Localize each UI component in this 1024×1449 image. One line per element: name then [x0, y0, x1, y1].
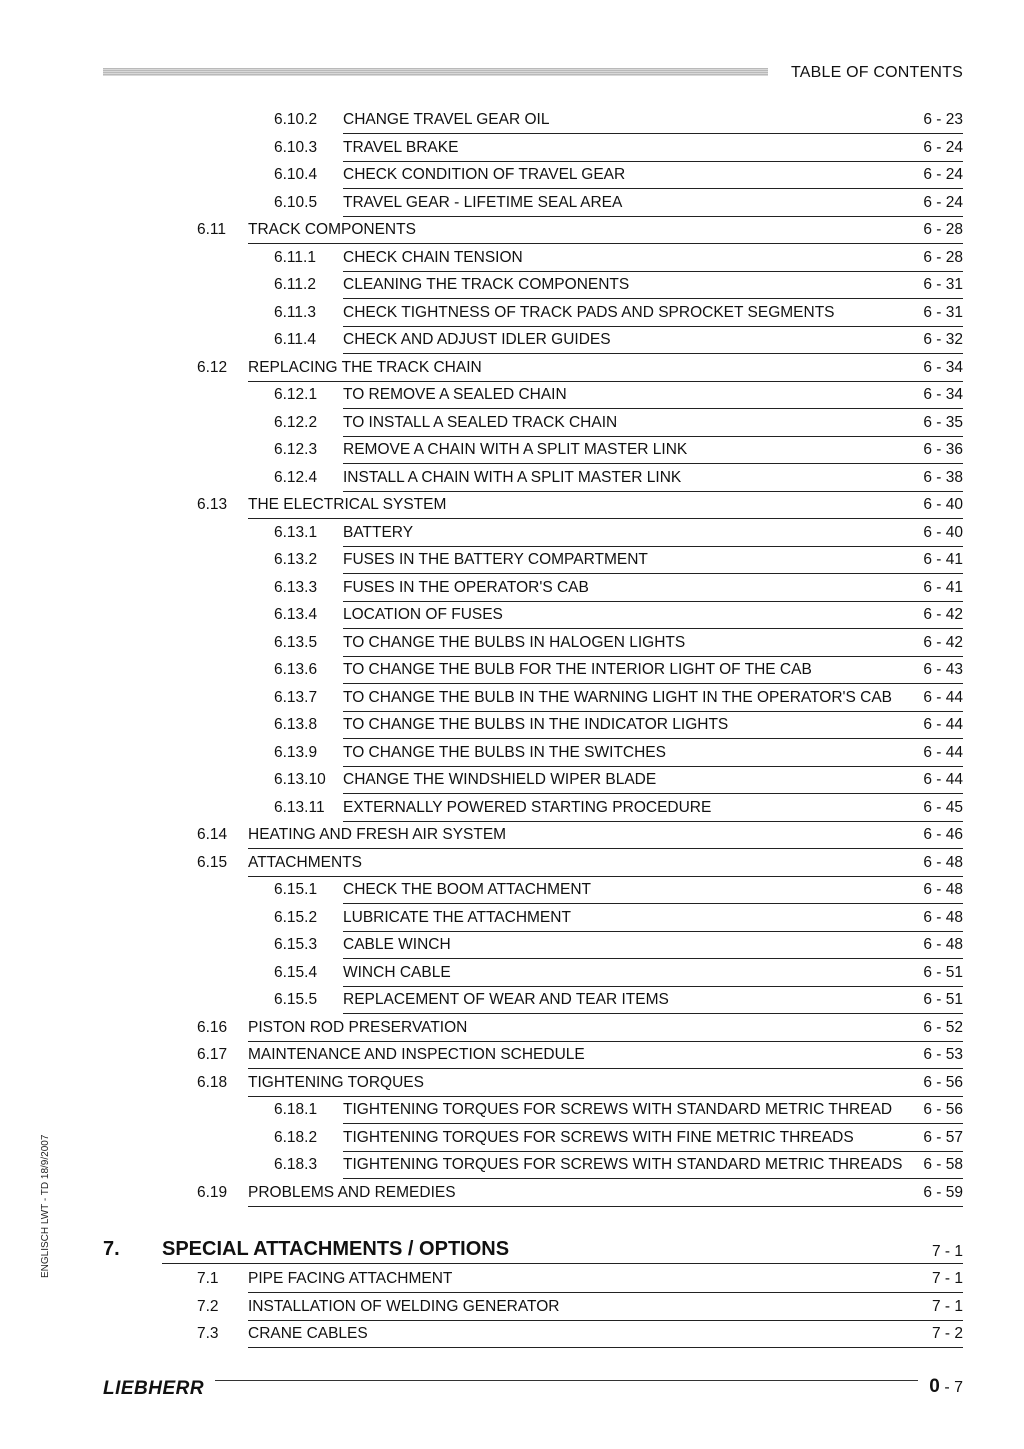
- toc-entry-number: 6.12: [197, 358, 228, 376]
- toc-entry[interactable]: [0, 1323, 1024, 1347]
- toc-entry-title: PROBLEMS AND REMEDIES: [248, 1183, 456, 1201]
- toc-entry-title: FUSES IN THE OPERATOR'S CAB: [343, 578, 589, 596]
- toc-entry-title: CHECK THE BOOM ATTACHMENT: [343, 881, 592, 898]
- toc-entry-rule: [248, 1292, 963, 1293]
- toc-entry-title: FUSES IN THE BATTERY COMPARTMENT: [343, 551, 648, 568]
- toc-entry-rule: [343, 353, 963, 354]
- toc-entry-page: 6 - 34: [923, 386, 963, 403]
- toc-entry-page: 6 - 31: [923, 276, 963, 293]
- toc-entry-number: 6.14: [197, 826, 228, 843]
- toc-entry-page: 6 - 57: [923, 1128, 963, 1146]
- toc-entry-number: 6.13: [197, 496, 228, 513]
- toc-entry-page: 7 - 1: [931, 1297, 963, 1315]
- toc-entry-rule: [248, 1096, 963, 1097]
- toc-entry-title: ATTACHMENTS: [248, 853, 362, 871]
- toc-entry-page: 6 - 53: [923, 1046, 963, 1063]
- page-index: 7: [954, 1379, 963, 1396]
- toc-entry[interactable]: [0, 797, 1024, 821]
- toc-entry-number: 6.11: [197, 221, 227, 238]
- toc-entry-rule: [343, 766, 963, 767]
- toc-entry-rule: [343, 1178, 963, 1179]
- toc-entry[interactable]: [0, 384, 1024, 408]
- toc-entry-number: 6.18.2: [274, 1128, 318, 1146]
- toc-entry[interactable]: [0, 604, 1024, 628]
- toc-entry-page: 6 - 28: [923, 221, 963, 238]
- toc-entry-rule: [343, 216, 963, 217]
- toc-entry-title: CHECK CHAIN TENSION: [343, 248, 523, 266]
- toc-entry-title: TIGHTENING TORQUES: [248, 1073, 424, 1091]
- toc-entry-rule: [343, 271, 963, 272]
- page-separator: -: [939, 1379, 955, 1396]
- toc-entry-title: CLEANING THE TRACK COMPONENTS: [343, 276, 630, 293]
- toc-entry[interactable]: [0, 1099, 1024, 1123]
- toc-entry-rule: [343, 656, 963, 657]
- toc-entry-rule: [343, 1013, 963, 1014]
- toc-entry-title: PIPE FACING ATTACHMENT: [248, 1270, 453, 1287]
- toc-entry-page: 6 - 24: [923, 138, 963, 156]
- toc-entry-number: 6.12.4: [274, 468, 318, 486]
- liebherr-logo: [103, 1377, 211, 1397]
- toc-entry[interactable]: [0, 659, 1024, 683]
- toc-entry-title: TO CHANGE THE BULBS IN THE INDICATOR LIGHTS: [343, 716, 729, 733]
- toc-entry[interactable]: [0, 907, 1024, 931]
- toc-entry-rule: [343, 903, 963, 904]
- toc-entry-rule: [343, 161, 963, 162]
- toc-entry-rule: [343, 1151, 963, 1152]
- toc-entry[interactable]: [0, 412, 1024, 436]
- toc-entry[interactable]: [0, 824, 1024, 848]
- toc-entry-number: 6.12.2: [274, 413, 318, 431]
- chapter-page: 7 - 1: [931, 1243, 963, 1260]
- toc-entry-title: CRANE CABLES: [248, 1325, 368, 1342]
- toc-entry[interactable]: [0, 549, 1024, 573]
- toc-entry-title: INSTALL A CHAIN WITH A SPLIT MASTER LINK: [343, 468, 682, 486]
- toc-entry[interactable]: [0, 1154, 1024, 1178]
- toc-entry-rule: [343, 738, 963, 739]
- toc-entry-number: 6.10.2: [274, 111, 318, 128]
- toc-entry-title: INSTALLATION OF WELDING GENERATOR: [248, 1297, 560, 1315]
- toc-entry-page: 6 - 48: [923, 853, 963, 871]
- side-note: ENGLISCH LWT - TD 18/9/2007: [40, 1134, 51, 1278]
- toc-entry-title: CHANGE TRAVEL GEAR OIL: [343, 111, 550, 128]
- toc-entry-title: PISTON ROD PRESERVATION: [248, 1018, 468, 1036]
- toc-entry-page: 6 - 48: [923, 908, 963, 926]
- toc-entry-number: 6.17: [197, 1046, 228, 1063]
- toc-entry-number: 6.15.5: [274, 991, 318, 1008]
- toc-entry-number: 6.10.4: [274, 166, 318, 183]
- toc-entry-rule: [343, 601, 963, 602]
- toc-entry-title: LOCATION OF FUSES: [343, 606, 503, 623]
- toc-entry-number: 6.13.2: [274, 551, 318, 568]
- toc-entry-rule: [248, 1206, 963, 1207]
- toc-entry-rule: [343, 463, 963, 464]
- toc-entry-page: 6 - 43: [923, 661, 963, 678]
- toc-entry-title: CABLE WINCH: [343, 936, 451, 953]
- toc-entry-page: 6 - 51: [923, 991, 963, 1008]
- toc-entry[interactable]: [0, 1072, 1024, 1096]
- toc-entry-page: 6 - 34: [923, 358, 963, 376]
- toc-entry[interactable]: [0, 714, 1024, 738]
- toc-entry-title: TO CHANGE THE BULB IN THE WARNING LIGHT IN THE OPERATOR'S CAB: [343, 688, 893, 706]
- toc-entry-rule: [248, 1320, 963, 1321]
- toc-entry-page: 7 - 1: [931, 1270, 963, 1287]
- toc-entry[interactable]: [0, 109, 1024, 133]
- toc-entry-rule: [343, 1123, 963, 1124]
- toc-entry-page: 6 - 41: [923, 578, 963, 596]
- toc-entry-title: CHECK CONDITION OF TRAVEL GEAR: [343, 166, 626, 183]
- toc-entry-title: CHANGE THE WINDSHIELD WIPER BLADE: [343, 771, 657, 788]
- toc-entry[interactable]: [0, 302, 1024, 326]
- toc-entry-number: 6.13.6: [274, 661, 318, 678]
- toc-entry[interactable]: [0, 357, 1024, 381]
- toc-entry-number: 6.18.3: [274, 1156, 318, 1173]
- toc-entry-page: 6 - 31: [923, 303, 963, 321]
- page-chapter: 0: [929, 1376, 940, 1397]
- page-title: TABLE OF CONTENTS: [790, 64, 963, 81]
- toc-entry-rule: [248, 1068, 963, 1069]
- toc-entry-number: 6.15.2: [274, 908, 318, 926]
- toc-entry-page: 6 - 23: [923, 111, 963, 128]
- toc-entry-rule: [343, 711, 963, 712]
- toc-entry-rule: [343, 436, 963, 437]
- toc-entry[interactable]: [0, 962, 1024, 986]
- toc-entry-title: REMOVE A CHAIN WITH A SPLIT MASTER LINK: [343, 441, 688, 458]
- toc-entry-rule: [343, 821, 963, 822]
- toc-entry-title: CHECK TIGHTNESS OF TRACK PADS AND SPROCKET SEGMENTS: [343, 303, 835, 321]
- toc-entry-number: 6.13.9: [274, 743, 318, 761]
- toc-entry-page: 6 - 44: [923, 688, 963, 706]
- toc-entry[interactable]: [0, 137, 1024, 161]
- toc-entry-title: TIGHTENING TORQUES FOR SCREWS WITH STANDARD METRIC THREAD: [343, 1101, 893, 1118]
- toc-entry-page: 6 - 28: [923, 248, 963, 266]
- toc-entry-number: 6.13.11: [274, 798, 325, 816]
- chapter-heading[interactable]: [0, 1237, 1024, 1265]
- toc-entry-number: 6.15.4: [274, 963, 318, 981]
- chapter-number: 7.: [103, 1238, 120, 1260]
- toc-entry-title: CHECK AND ADJUST IDLER GUIDES: [343, 331, 611, 348]
- toc-entry-title: TRAVEL BRAKE: [343, 138, 459, 156]
- toc-entry-page: 6 - 44: [923, 743, 963, 761]
- toc-entry-title: TRAVEL GEAR - LIFETIME SEAL AREA: [343, 193, 623, 211]
- toc-entry-title: THE ELECTRICAL SYSTEM: [248, 496, 447, 513]
- toc-entry-page: 6 - 58: [923, 1156, 963, 1173]
- page-number: [929, 1376, 963, 1398]
- toc-entry-page: 6 - 38: [923, 468, 963, 486]
- toc-entry-number: 6.11.2: [274, 276, 316, 293]
- toc-entry[interactable]: [0, 852, 1024, 876]
- toc-entry-rule: [248, 848, 963, 849]
- toc-entry-title: BATTERY: [343, 523, 414, 541]
- toc-entry-rule: [343, 628, 963, 629]
- toc-entry-rule: [343, 986, 963, 987]
- toc-entry-number: 6.12.1: [274, 386, 318, 403]
- toc-entry[interactable]: [0, 879, 1024, 903]
- toc-entry-number: 6.10.5: [274, 193, 318, 211]
- toc-entry-rule: [343, 326, 963, 327]
- toc-entry-number: 6.11.1: [274, 248, 316, 266]
- toc-entry-page: 6 - 56: [923, 1073, 963, 1091]
- svg-text:LIEBHERR: LIEBHERR: [103, 1378, 205, 1397]
- toc-entry-page: 6 - 42: [923, 606, 963, 623]
- toc-entry[interactable]: [0, 742, 1024, 766]
- toc-entry-number: 7.1: [197, 1270, 219, 1287]
- toc-entry-number: 6.19: [197, 1183, 228, 1201]
- toc-entry[interactable]: [0, 329, 1024, 353]
- footer-rule: [215, 1380, 918, 1381]
- toc-entry[interactable]: [0, 687, 1024, 711]
- toc-entry-rule: [248, 876, 963, 877]
- toc-entry-page: 6 - 35: [923, 413, 963, 431]
- toc-entry-title: WINCH CABLE: [343, 963, 451, 981]
- toc-entry-page: 6 - 44: [923, 771, 963, 788]
- toc-entry[interactable]: [0, 769, 1024, 793]
- toc-entry-rule: [343, 683, 963, 684]
- toc-entry-rule: [343, 793, 963, 794]
- toc-entry[interactable]: [0, 467, 1024, 491]
- toc-entry[interactable]: [0, 219, 1024, 243]
- toc-entry-page: 6 - 41: [923, 551, 963, 568]
- toc-entry[interactable]: [0, 1182, 1024, 1206]
- toc-entry[interactable]: [0, 274, 1024, 298]
- toc-entry-number: 6.11.4: [274, 331, 316, 348]
- toc-entry[interactable]: [0, 1127, 1024, 1151]
- toc-entry[interactable]: [0, 1296, 1024, 1320]
- toc-entry-number: 6.18: [197, 1073, 228, 1091]
- toc-entry-number: 6.13.5: [274, 633, 318, 651]
- toc-entry[interactable]: [0, 1017, 1024, 1041]
- chapter-rule: [162, 1263, 963, 1264]
- toc-entry-page: 6 - 46: [923, 826, 963, 843]
- toc-entry[interactable]: [0, 164, 1024, 188]
- toc-entry-title: TO CHANGE THE BULBS IN THE SWITCHES: [343, 743, 666, 761]
- toc-entry-number: 6.15.3: [274, 936, 318, 953]
- toc-entry[interactable]: [0, 247, 1024, 271]
- toc-entry-page: 6 - 48: [923, 881, 963, 898]
- toc-entry-rule: [248, 1347, 963, 1348]
- toc-entry-rule: [343, 931, 963, 932]
- toc-entry[interactable]: [0, 989, 1024, 1013]
- toc-entry-number: 6.13.8: [274, 716, 318, 733]
- toc-entry-number: 6.10.3: [274, 138, 318, 156]
- toc-entry-page: 6 - 51: [923, 963, 963, 981]
- toc-entry-title: EXTERNALLY POWERED STARTING PROCEDURE: [343, 798, 712, 816]
- toc-entry-page: 6 - 24: [923, 193, 963, 211]
- toc-entry-page: 6 - 32: [923, 331, 963, 348]
- toc-entry-title: REPLACEMENT OF WEAR AND TEAR ITEMS: [343, 991, 669, 1008]
- chapter-title: SPECIAL ATTACHMENTS / OPTIONS: [162, 1238, 510, 1260]
- toc-entry-number: 6.13.3: [274, 578, 318, 596]
- toc-entry-rule: [248, 518, 963, 519]
- toc-entry-number: 6.13.4: [274, 606, 318, 623]
- toc-entry-rule: [343, 573, 963, 574]
- toc-entry-page: 6 - 56: [923, 1101, 963, 1118]
- toc-entry-rule: [248, 1041, 963, 1042]
- toc-entry-title: TO CHANGE THE BULBS IN HALOGEN LIGHTS: [343, 633, 686, 651]
- toc-entry-page: 6 - 48: [923, 936, 963, 953]
- toc-entry-page: 6 - 44: [923, 716, 963, 733]
- toc-entry[interactable]: [0, 934, 1024, 958]
- toc-entry[interactable]: [0, 192, 1024, 216]
- toc-entry-page: 6 - 59: [923, 1183, 963, 1201]
- toc-entry-number: 6.15: [197, 853, 228, 871]
- toc-entry[interactable]: [0, 1044, 1024, 1068]
- toc-entry-rule: [343, 958, 963, 959]
- toc-entry-page: 6 - 40: [923, 496, 963, 513]
- toc-entry-title: REPLACING THE TRACK CHAIN: [248, 358, 482, 376]
- toc-entry-rule: [343, 408, 963, 409]
- toc-entry-rule: [343, 491, 963, 492]
- toc-entry[interactable]: [0, 494, 1024, 518]
- toc-entry-number: 6.12.3: [274, 441, 318, 458]
- toc-entry-page: 6 - 24: [923, 166, 963, 183]
- toc-entry-page: 7 - 2: [931, 1325, 963, 1342]
- toc-entry-title: TO REMOVE A SEALED CHAIN: [343, 386, 567, 403]
- toc-entry-number: 6.18.1: [274, 1101, 318, 1118]
- toc-entry[interactable]: [0, 577, 1024, 601]
- toc-entry[interactable]: [0, 439, 1024, 463]
- toc-entry-number: 7.3: [197, 1325, 219, 1342]
- toc-entry-page: 6 - 42: [923, 633, 963, 651]
- toc-entry-rule: [343, 298, 963, 299]
- toc-entry-title: TO CHANGE THE BULB FOR THE INTERIOR LIGHT OF THE CAB: [343, 661, 812, 678]
- toc-entry-title: TIGHTENING TORQUES FOR SCREWS WITH STANDARD METRIC THREADS: [343, 1156, 903, 1173]
- toc-entry-number: 6.15.1: [274, 881, 318, 898]
- toc-entry-page: 6 - 52: [923, 1018, 963, 1036]
- toc-entry-number: 6.16: [197, 1018, 228, 1036]
- toc-entry-number: 6.11.3: [274, 303, 316, 321]
- toc-entry-page: 6 - 40: [923, 523, 963, 541]
- toc-entry-page: 6 - 45: [923, 798, 963, 816]
- toc-entry-number: 6.13.1: [274, 523, 318, 541]
- toc-entry[interactable]: [0, 1268, 1024, 1292]
- toc-entry-title: LUBRICATE THE ATTACHMENT: [343, 908, 571, 926]
- toc-entry-title: TO INSTALL A SEALED TRACK CHAIN: [343, 413, 618, 431]
- toc-entry-number: 6.13.10: [274, 771, 326, 788]
- toc-entry-number: 7.2: [197, 1297, 219, 1315]
- toc-entry-title: TRACK COMPONENTS: [248, 221, 416, 238]
- toc-entry-rule: [343, 188, 963, 189]
- toc-entry-rule: [248, 243, 963, 244]
- toc-entry-title: TIGHTENING TORQUES FOR SCREWS WITH FINE METRIC THREADS: [343, 1128, 854, 1146]
- toc-entry-title: MAINTENANCE AND INSPECTION SCHEDULE: [248, 1046, 585, 1063]
- toc-entry[interactable]: [0, 632, 1024, 656]
- toc-entry-page: 6 - 36: [923, 441, 963, 458]
- toc-entry-title: HEATING AND FRESH AIR SYSTEM: [248, 826, 507, 843]
- toc-entry-number: 6.13.7: [274, 688, 318, 706]
- toc-entry-rule: [343, 133, 963, 134]
- toc-entry-rule: [343, 546, 963, 547]
- toc-entry-rule: [248, 381, 963, 382]
- toc-entry[interactable]: [0, 522, 1024, 546]
